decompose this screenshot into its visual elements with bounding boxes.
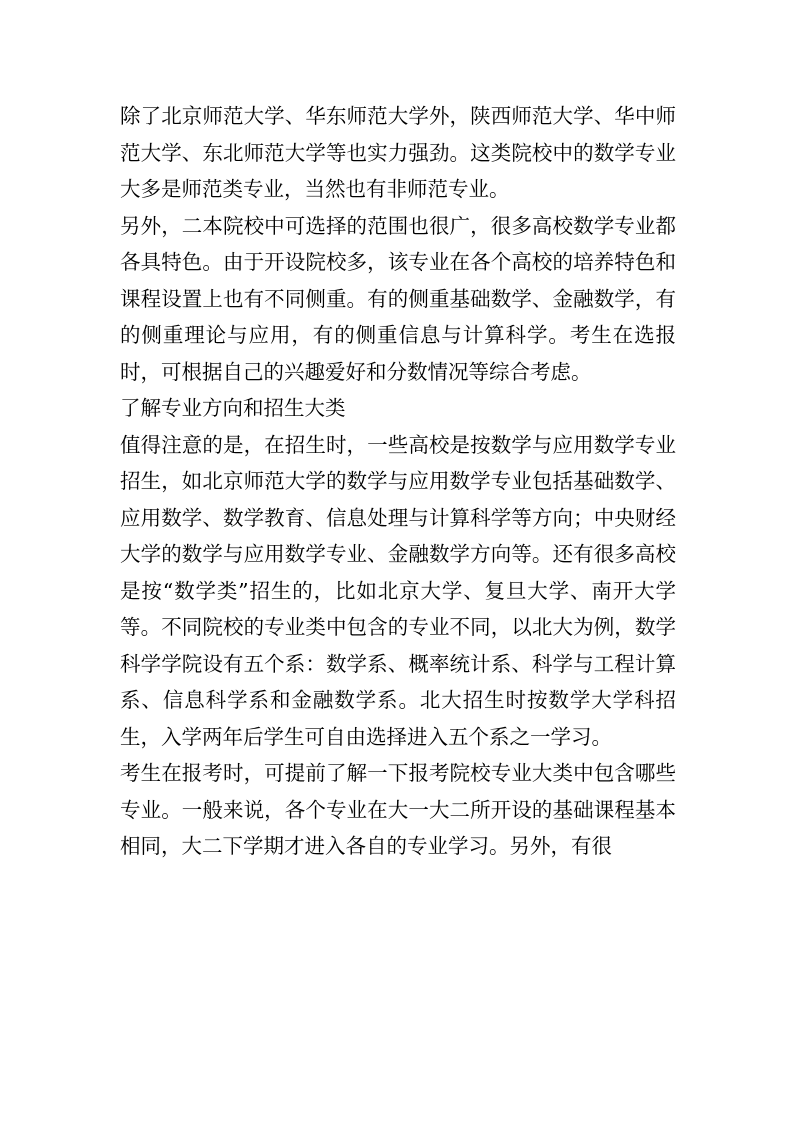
document-body: [120, 98, 676, 865]
paragraph-application-advice: 考生在报考时，可提前了解一下报考院校专业大类中包含哪些专业。一般来说，各个专业在大一大二所开设的基础课程基本相同，大二下学期才进入各自的专业学习。另外，有很: [120, 761, 676, 858]
paragraph-second-tier-schools: 另外，二本院校中可选择的范围也很广，很多高校数学专业都各具特色。由于开设院校多，该专业在各个高校的培养特色和课程设置上也有不同侧重。有的侧重基础数学、金融数学，有的侧重理论与应用，有的侧重信息与计算科学。考生在选报时，可根据自己的兴趣爱好和分数情况等综合考虑。: [120, 213, 676, 384]
paragraph-normal-schools: 除了北京师范大学、华东师范大学外，陕西师范大学、华中师范大学、东北师范大学等也实力强劲。这类院校中的数学专业大多是师范类专业，当然也有非师范专业。: [120, 104, 676, 201]
paragraph-admission-categories: 值得注意的是，在招生时，一些高校是按数学与应用数学专业招生，如北京师范大学的数学与应用数学专业包括基础数学、应用数学、数学教育、信息处理与计算科学等方向；中央财经大学的数学与应用数学专业、金融数学方向等。还有很多高校是按“数学类”招生的，比如北京大学、复旦大学、南开大学等。不同院校的专业类中包含的专业不同，以北大为例，数学科学学院设有五个系：数学系、概率统计系、科学与工程计算系、信息科学系和金融数学系。北大招生时按数学大学科招生，入学两年后学生可自由选择进入五个系之一学习。: [120, 432, 676, 749]
section-heading: 了解专业方向和招生大类: [120, 396, 346, 420]
